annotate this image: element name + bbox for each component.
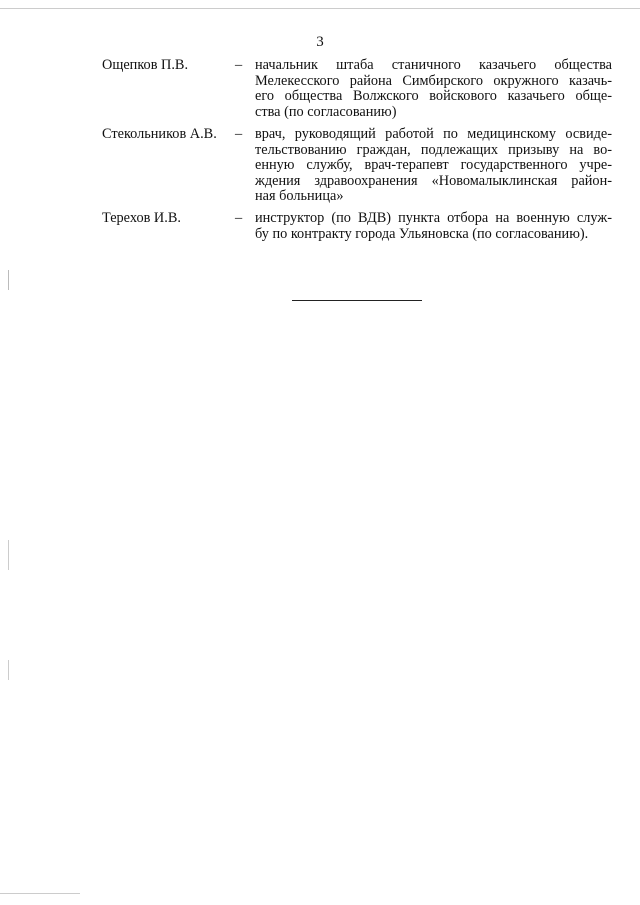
role-line: врач, руководящий работой по медицинскому освиде-	[255, 126, 612, 142]
person-name: Терехов И.В.	[102, 210, 181, 226]
separator-line	[292, 300, 422, 301]
person-role	[255, 127, 612, 205]
dash: –	[235, 57, 243, 73]
role-line: ная больница»	[255, 188, 344, 204]
scan-artifact	[0, 8, 640, 9]
dash: –	[235, 210, 243, 226]
person-role	[255, 58, 612, 120]
role-line: инструктор (по ВДВ) пункта отбора на военную служ-	[255, 210, 612, 226]
role-line: начальник штаба станичного казачьего общества	[255, 57, 612, 73]
role-line: енную службу, врач-терапевт государственного учре-	[255, 157, 612, 173]
page-number: 3	[316, 34, 324, 50]
person-name: Ощепков П.В.	[102, 57, 189, 73]
scan-artifact	[8, 660, 9, 680]
person-name: Стекольников А.В.	[102, 126, 217, 142]
role-line: тельствованию граждан, подлежащих призыву на во-	[255, 141, 612, 158]
scan-artifact	[8, 270, 9, 290]
role-line: ства (по согласованию)	[255, 103, 397, 120]
scan-artifact	[8, 540, 9, 570]
scan-artifact	[0, 893, 80, 894]
role-line: его общества Волжского войскового казачьего обще-	[255, 88, 612, 104]
role-line: ждения здравоохранения «Новомалыклинская район-	[255, 172, 612, 189]
person-role	[255, 211, 612, 242]
role-line: бу по контракту города Ульяновска (по согласованию).	[255, 225, 589, 242]
role-line: Мелекесского района Симбирского окружного казачь-	[255, 72, 612, 89]
dash: –	[235, 126, 243, 142]
